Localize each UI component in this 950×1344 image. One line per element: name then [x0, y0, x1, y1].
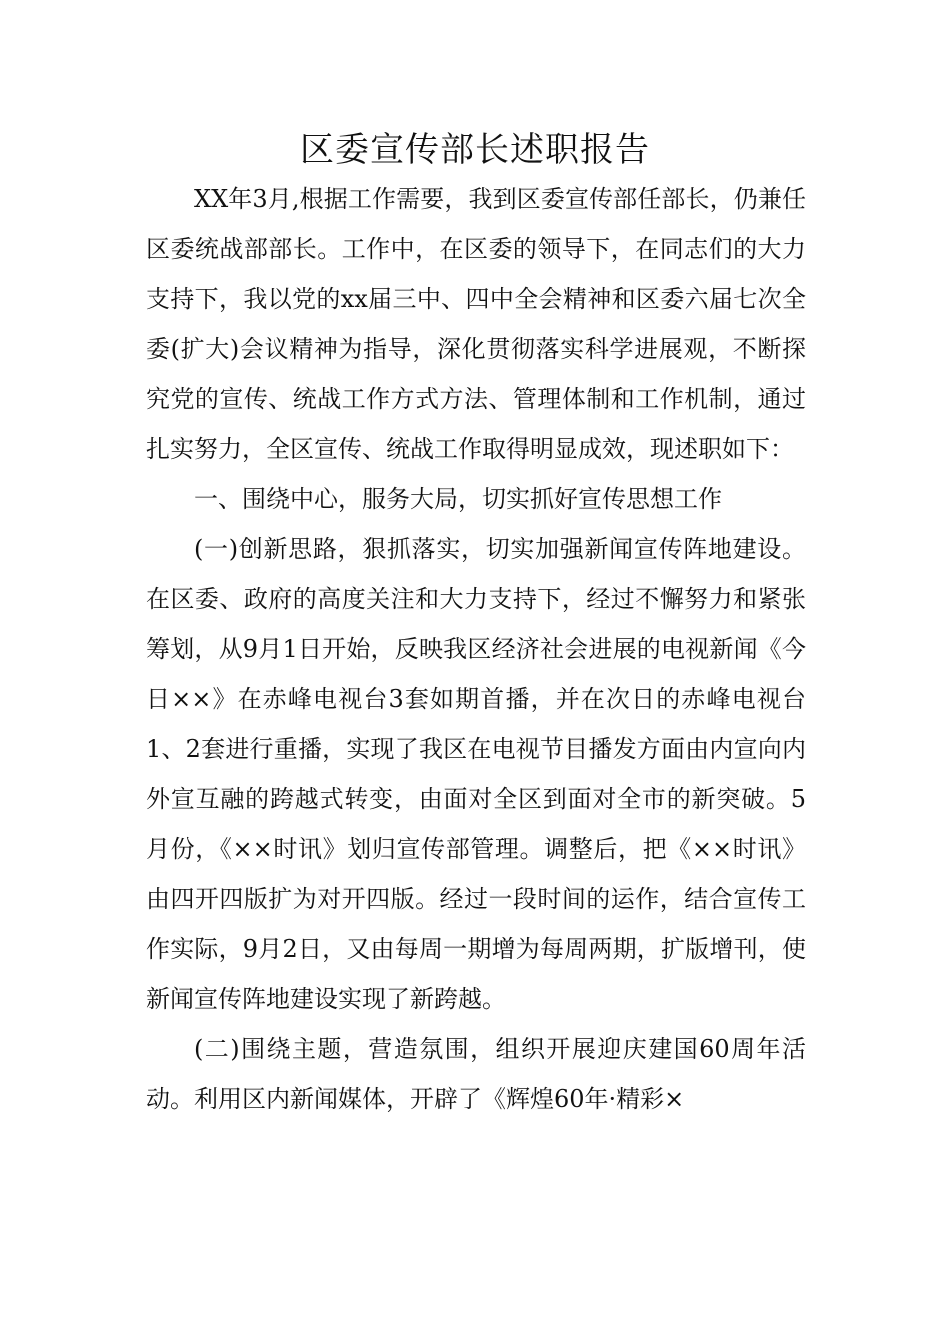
paragraph-section-1-1: (一)创新思路，狠抓落实，切实加强新闻宣传阵地建设。在区委、政府的高度关注和大力支持下，经过不懈努力和紧张筹划，从9月1日开始，反映我区经济社会进展的电视新闻《今日××》在赤峰电视台3套如期首播，并在次日的赤峰电视台1、2套进行重播，实现了我区在电视节目播发方面由内宣向内外宣互融的跨越式转变，由面对全区到面对全市的新突破。5月份，《××时讯》划归宣传部管理。调整后，把《××时讯》由四开四版扩为对开四版。经过一段时间的运作，结合宣传工作实际，9月2日，又由每周一期增为每周两期，扩版增刊，使新闻宣传阵地建设实现了新跨越。: [146, 535, 806, 1013]
section-heading-1: 一、围绕中心，服务大局，切实抓好宣传思想工作: [194, 485, 722, 513]
document-body: [146, 174, 806, 1124]
document-title: 区委宣传部长述职报告: [300, 130, 650, 170]
paragraph-section-1-2: (二)围绕主题，营造氛围，组织开展迎庆建国60周年活动。利用区内新闻媒体，开辟了《辉煌60年·精彩×: [146, 1035, 806, 1113]
paragraph-intro: XX年3月,根据工作需要，我到区委宣传部任部长，仍兼任区委统战部部长。工作中，在区委的领导下，在同志们的大力支持下，我以党的xx届三中、四中全会精神和区委六届七次全委(扩大)会议精神为指导，深化贯彻落实科学进展观，不断探究党的宣传、统战工作方式方法、管理体制和工作机制，通过扎实努力，全区宣传、统战工作取得明显成效，现述职如下：: [146, 185, 806, 463]
